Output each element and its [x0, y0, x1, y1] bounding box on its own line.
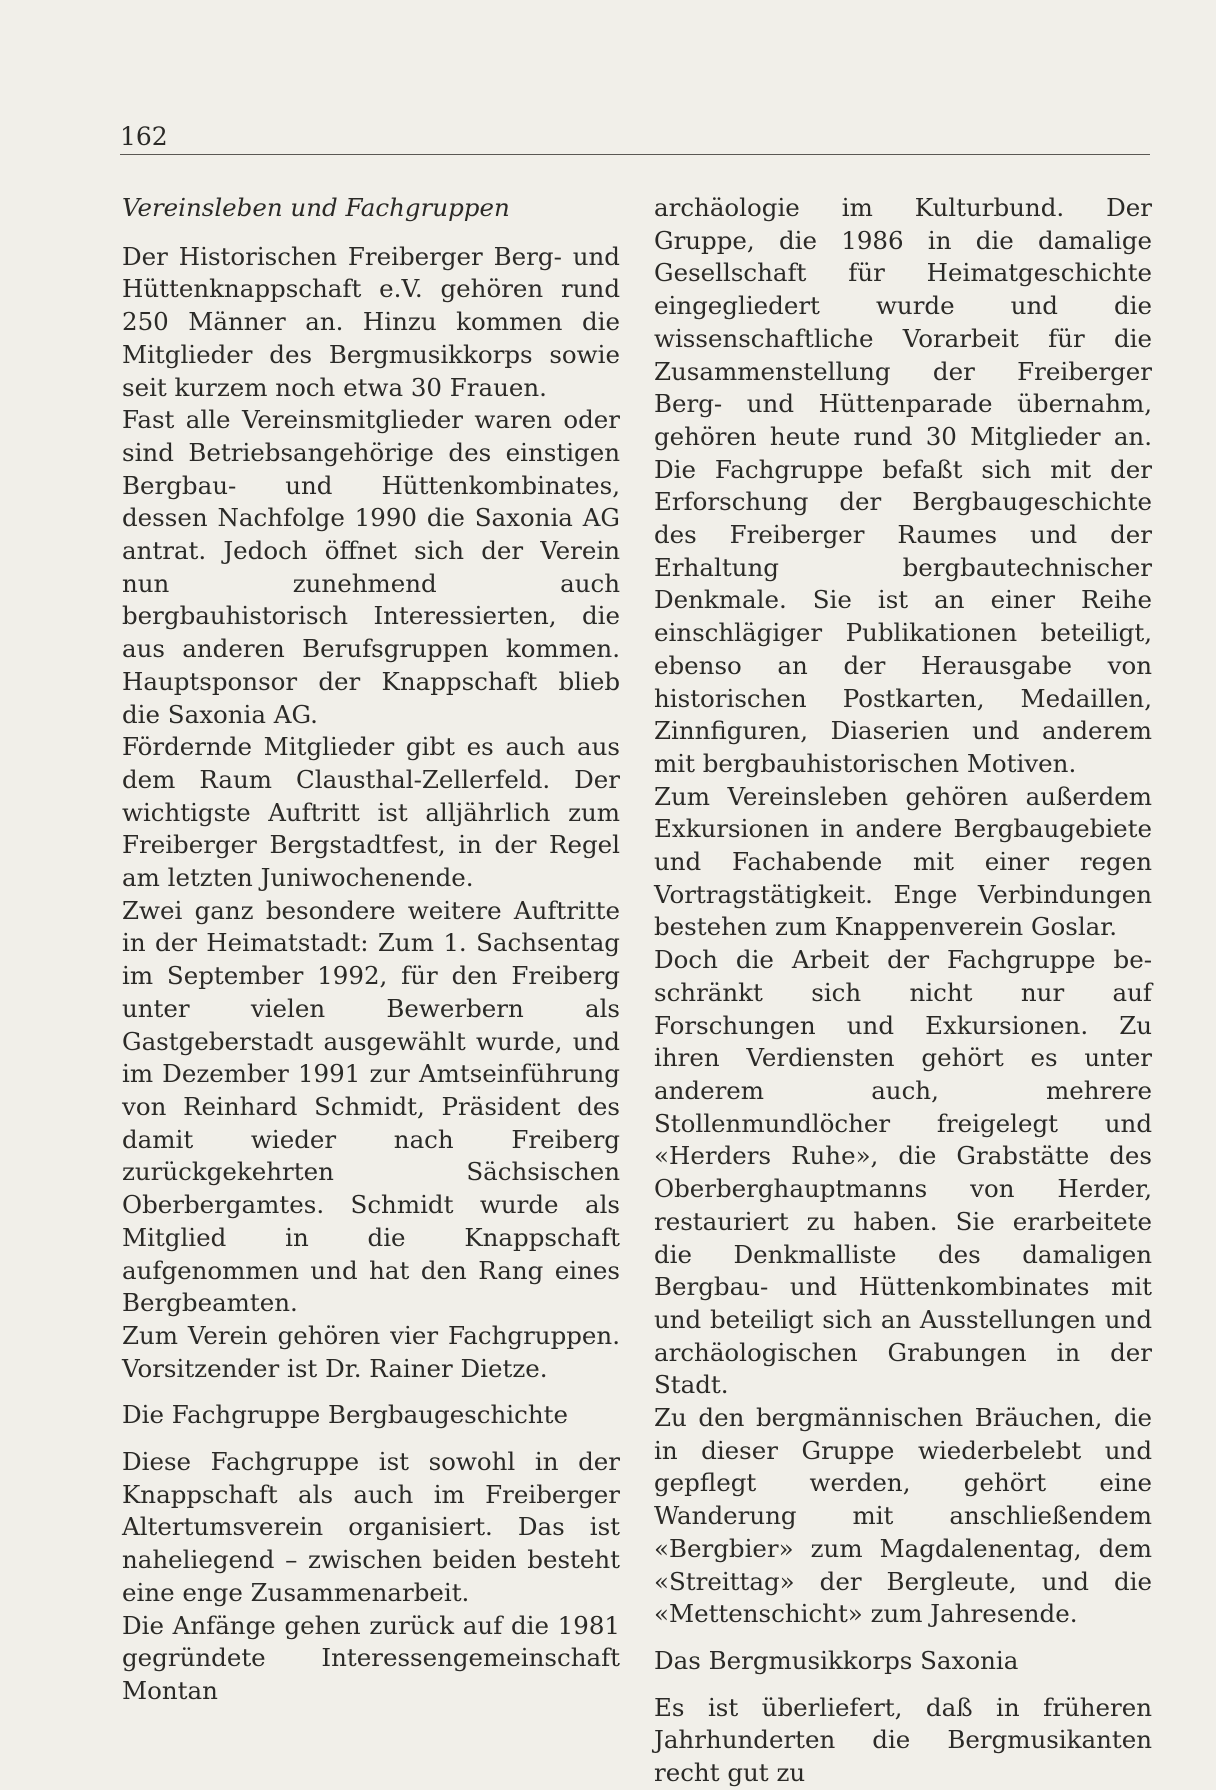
paragraph: Doch die Arbeit der Fachgruppe beschränkt sich nicht nur auf Forschungen und Exkursionen. Zu ihren Verdiensten gehört es unter anderem auch, mehrere Stollenmundlöcher freigelegt und «Herders Ruhe», die Grabstätte des Oberberghauptmanns von Herder, restauriert zu haben. Sie erarbeitete die Denkmalliste des damaligen Bergbau- und Hüttenkombinates mit und beteiligt sich an Ausstellungen und archäologischen Grabungen in der Stadt. [654, 945, 1152, 1400]
paragraph: Fast alle Vereinsmitglieder waren oder sind Betriebsangehörige des einstigen Bergbau- und Hüttenkombinates, dessen Nachfolge 1990 die Saxonia AG antrat. Jedoch öffnet sich der Verein nun zunehmend auch bergbauhistorisch Interessierten, die aus anderen Berufsgruppen kommen. Hauptsponsor der Knappschaft blieb die Saxonia AG. [122, 405, 620, 729]
paragraph: Diese Fachgruppe ist sowohl in der Knappschaft als auch im Freiberger Altertumsverein organisiert. Das ist naheliegend – zwischen beiden besteht eine enge Zusammenarbeit. [122, 1447, 620, 1607]
paragraph: Die Anfänge gehen zurück auf die 1981 gegründete Interessengemeinschaft Montan [122, 1610, 620, 1705]
subheading: Das Bergmusikkorps Saxonia [654, 1645, 1019, 1675]
paragraph: archäologie im Kulturbund. Der Gruppe, die 1986 in die damalige Gesellschaft für Heimatgeschichte eingegliedert wurde und die wissenschaftliche Vorarbeit für die Zusammenstellung der Freiberger Berg- und Hüttenparade übernahm, gehören heute rund 30 Mitglieder an. Die Fachgruppe befaßt sich mit der Erforschung der Bergbaugeschichte des Freiberger Raumes und der Erhaltung bergbautechnischer Denkmale. Sie ist an einer Reihe einschlägiger Publikationen beteiligt, ebenso an der Herausgabe von historischen Postkarten, Medaillen, Zinnfiguren, Diaserien und anderem mit bergbauhistorischen Motiven. [654, 193, 1152, 778]
paragraph: Zu den bergmännischen Bräuchen, die in dieser Gruppe wiederbelebt und gepflegt werden, gehört eine Wanderung mit anschließendem «Bergbier» zum Magdalenentag, dem «Streittag» der Bergleute, und die «Mettenschicht» zum Jahresende. [654, 1403, 1152, 1629]
right-column [654, 192, 1152, 1790]
section-heading: Vereinsleben und Fachgruppen [122, 193, 510, 222]
paragraph: Zum Verein gehören vier Fachgruppen. Vorsitzender ist Dr. Rainer Dietze. [122, 1320, 620, 1383]
paragraph: Es ist überliefert, daß in früheren Jahrhunderten die Bergmusikanten recht gut zu [654, 1692, 1152, 1788]
header-rule [120, 154, 1150, 155]
paragraph: Der Historischen Freiberger Berg- und Hüttenknappschaft e.V. gehören rund 250 Männer an. Hinzu kommen die Mitglieder des Bergmusikkorps sowie seit kurzem noch etwa 30 Frauen. [122, 241, 620, 402]
paragraph: Zwei ganz besondere weitere Auftritte in der Heimatstadt: Zum 1. Sachsentag im September 1992, für den Freiberg unter vielen Bewerbern als Gastgeberstadt ausgewählt wurde, und im Dezember 1991 zur Amtseinführung von Reinhard Schmidt, Präsident des damit wieder nach Freiberg zurückgekehrten Sächsischen Oberbergamtes. Schmidt wurde als Mitglied in die Knappschaft aufgenommen und hat den Rang eines Bergbeamten. [122, 895, 620, 1318]
paragraph: Zum Vereinsleben gehören außerdem Exkursionen in andere Bergbaugebiete und Fachabende mit einer regen Vortragstätigkeit. Enge Verbindungen bestehen zum Knappenverein Goslar. [654, 781, 1152, 942]
page-number: 162 [120, 122, 168, 151]
subheading: Die Fachgruppe Bergbaugeschichte [122, 1400, 568, 1430]
paragraph: Fördernde Mitglieder gibt es auch aus dem Raum Clausthal-Zellerfeld. Der wichtigste Auftritt ist alljährlich zum Freiberger Bergstadtfest, in der Regel am letzten Juniwochenende. [122, 732, 620, 893]
left-column [122, 192, 620, 1708]
